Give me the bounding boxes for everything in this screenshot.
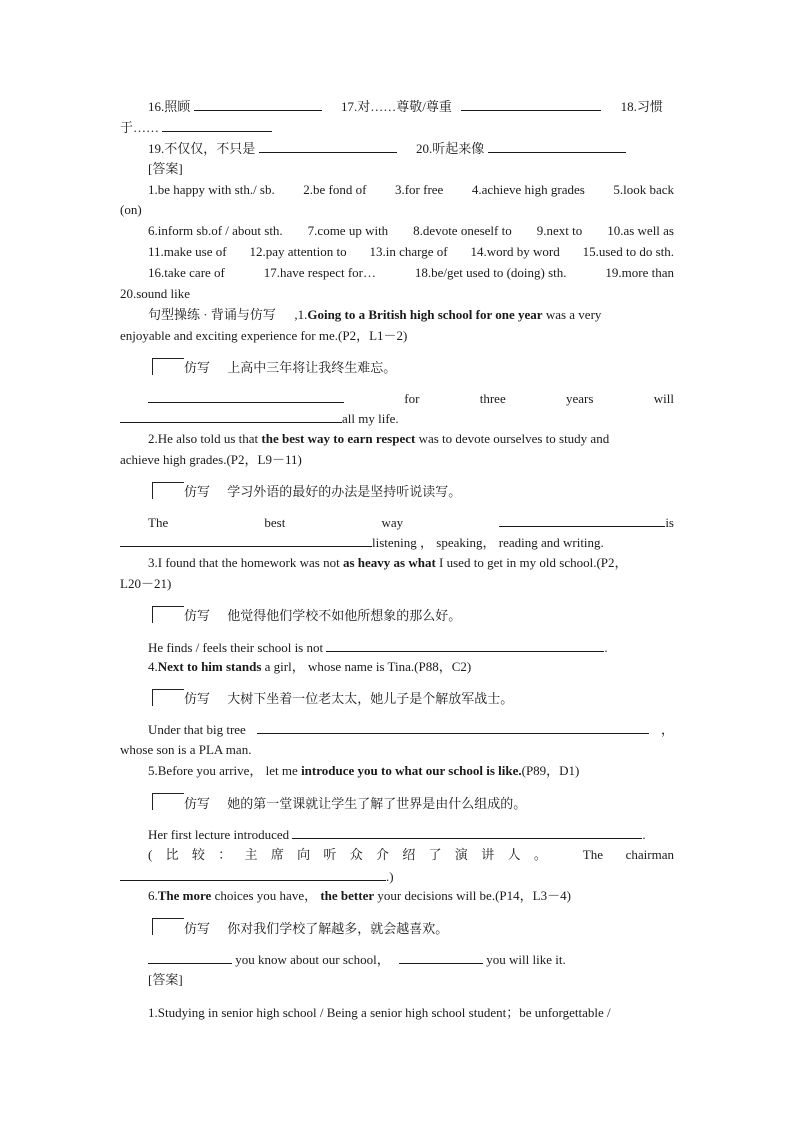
imitate-label: 仿写 (184, 484, 211, 499)
key-phrase: Going to a British high school for one year (307, 307, 543, 322)
answer-blank[interactable] (148, 389, 344, 403)
sentence-text: you will like it. (486, 952, 566, 967)
imitate-1-line-2 (120, 409, 674, 427)
key-phrase: as heavy as what (342, 555, 436, 570)
word: The (148, 515, 169, 530)
vocab-q17: 17.对……尊敬/尊重 (341, 99, 452, 114)
vocab-row-1-cont (120, 118, 674, 136)
imitate-label: 仿写 (184, 921, 211, 936)
sentence-text: 2.He also told us that (148, 431, 259, 446)
key-phrase: the best way to earn respect (261, 431, 416, 446)
imitate-chinese: 他觉得他们学校不如他所想象的那么好。 (227, 608, 462, 623)
sentence-text: your decisions will be.(P14，L3－4) (377, 888, 571, 903)
sentence-text: 5.Before you arrive， let me (148, 763, 298, 778)
answer-row-1 (148, 181, 674, 199)
word: ， (660, 722, 674, 737)
answer-blank[interactable] (194, 97, 322, 111)
imitate-label: 仿写 (184, 796, 211, 811)
sentence-4 (148, 658, 674, 676)
imitate-6-line (148, 950, 674, 968)
word: best (264, 515, 286, 530)
imitate-2-line (148, 513, 674, 531)
answer-row-4-cont: 20.sound like (120, 286, 191, 301)
answer-item: 16.take care of (148, 265, 225, 280)
answer-item: 3.for free (394, 182, 444, 197)
sentence-text: choices you have， (214, 888, 318, 903)
sentence-1-cont: enjoyable and exciting experience for me.(P2，L1－2) (120, 328, 408, 343)
sentence-text: was a very (545, 307, 602, 322)
imitate-3 (184, 607, 461, 625)
imitate-box (152, 482, 184, 499)
imitate-box (152, 918, 184, 935)
word: .) (386, 869, 394, 884)
answer-row-1-cont: (on) (120, 202, 142, 217)
vocab-q18: 18.习惯 (620, 99, 663, 114)
imitate-box (152, 793, 184, 810)
answer-blank[interactable] (292, 825, 642, 839)
imitate-1-line (148, 389, 674, 407)
answer-blank[interactable] (499, 513, 665, 527)
sentence-number: 6. (148, 888, 158, 903)
sentence-6 (148, 887, 674, 905)
answer-blank[interactable] (162, 118, 272, 132)
vocab-q20: 20.听起来像 (416, 141, 485, 156)
imitate-chinese: 上高中三年将让我终生难忘。 (227, 360, 397, 375)
sentence-2 (148, 430, 674, 448)
answer-row-2 (148, 222, 674, 240)
answer-item: 11.make use of (148, 244, 227, 259)
imitate-label: 仿写 (184, 608, 211, 623)
answer-blank[interactable] (120, 867, 386, 881)
answer-item: 2.be fond of (303, 182, 367, 197)
key-phrase: The more (157, 888, 212, 903)
sentence-text: Under that big tree (148, 722, 246, 737)
imitate-6 (184, 920, 448, 938)
sentence-5 (148, 762, 674, 780)
imitate-5-compare (148, 846, 674, 864)
compare-text: (比较：主席向听众介绍了演讲人。 (148, 847, 561, 862)
imitate-chinese: 学习外语的最好的办法是坚持听说读写。 (227, 484, 462, 499)
answer-blank[interactable] (120, 533, 372, 547)
answer-item: 4.achieve high grades (471, 182, 585, 197)
answer-blank[interactable] (259, 139, 397, 153)
imitate-4-line (148, 720, 674, 738)
word: . (604, 640, 608, 655)
sentence-number: 4. (148, 659, 158, 674)
answer-item: 19.more than (605, 265, 674, 280)
sentence-1 (148, 306, 674, 324)
answer-item: 7.come up with (307, 223, 389, 238)
imitate-2-line-2 (120, 533, 674, 551)
imitate-5 (184, 795, 526, 813)
answer-item: 18.be/get used to (doing) sth. (414, 265, 567, 280)
sentence-text: I used to get in my old school.(P2， (439, 555, 628, 570)
word: is (665, 515, 674, 530)
word: for (404, 391, 420, 406)
answer-item: 9.next to (536, 223, 583, 238)
answer-blank[interactable] (148, 950, 232, 964)
imitate-4-line-2: whose son is a PLA man. (120, 742, 252, 757)
answer-item: 13.in charge of (369, 244, 448, 259)
answer-blank[interactable] (120, 409, 342, 423)
key-phrase: introduce you to what our school is like. (301, 763, 522, 778)
answer-row-4 (148, 264, 674, 282)
answer-item: 8.devote oneself to (413, 223, 512, 238)
imitate-5-line (148, 825, 674, 843)
answer-item: 17.have respect for… (263, 265, 376, 280)
answer-item: 1.be happy with sth./ sb. (148, 182, 275, 197)
sentence-number: ,1. (294, 307, 308, 322)
imitate-box (152, 689, 184, 706)
answer-row-3 (148, 243, 674, 261)
answer-blank[interactable] (326, 638, 604, 652)
word: will (653, 391, 674, 406)
answer-blank[interactable] (399, 950, 483, 964)
imitate-label: 仿写 (184, 360, 211, 375)
word: The (582, 847, 603, 862)
key-phrase: Next to him stands (157, 659, 262, 674)
answer-blank[interactable] (461, 97, 601, 111)
final-answer: 1.Studying in senior high school / Being a senior high school student；be unforgettable / (148, 1005, 611, 1020)
section-title: 句型操练 · 背诵与仿写 (148, 307, 276, 322)
imitate-2 (184, 483, 461, 501)
word: years (566, 391, 594, 406)
sentence-text: He finds / feels their school is not (148, 640, 324, 655)
imitate-box (152, 358, 184, 375)
word: . (642, 827, 646, 842)
sentence-text: a girl， whose name is Tina.(P88，C2) (264, 659, 472, 674)
imitate-3-line (148, 638, 674, 656)
sentence-3 (148, 554, 674, 572)
imitate-chinese: 你对我们学校了解越多，就会越喜欢。 (227, 921, 449, 936)
imitate-4 (184, 690, 513, 708)
vocab-q19: 19.不仅仅，不只是 (148, 141, 256, 156)
imitate-chinese: 她的第一堂课就让学生了解了世界是由什么组成的。 (227, 796, 527, 811)
vocab-q16: 16.照顾 (148, 99, 191, 114)
sentence-text: was to devote ourselves to study and (418, 431, 610, 446)
imitate-label: 仿写 (184, 691, 211, 706)
answer-blank[interactable] (488, 139, 626, 153)
key-phrase: the better (320, 888, 375, 903)
answer-item: 14.word by word (470, 244, 560, 259)
sentence-text: Her first lecture introduced (148, 827, 290, 842)
answer-item: 5.look back (613, 182, 674, 197)
answer-item: 15.used to do sth. (582, 244, 674, 259)
answer-item: 6.inform sb.of / about sth. (148, 223, 283, 238)
answer-label: [答案] (148, 161, 183, 176)
imitate-5-compare-2 (120, 867, 674, 885)
vocab-q18-cont: 于…… (120, 120, 160, 135)
vocab-row-1 (148, 97, 674, 115)
word: listening ， speaking， reading and writing. (372, 535, 604, 550)
sentence-2-cont: achieve high grades.(P2，L9－11) (120, 452, 302, 467)
answer-item: 12.pay attention to (249, 244, 347, 259)
vocab-row-2 (148, 139, 674, 157)
sentence-text: (P89，D1) (521, 763, 580, 778)
sentence-text: 3.I found that the homework was not (148, 555, 340, 570)
word: all my life. (342, 411, 399, 426)
answer-item: 10.as well as (607, 223, 674, 238)
word: three (479, 391, 506, 406)
sentence-text: you know about our school， (235, 952, 390, 967)
imitate-chinese: 大树下坐着一位老太太，她儿子是个解放军战士。 (227, 691, 514, 706)
imitate-1 (184, 359, 396, 377)
word: chairman (625, 847, 674, 862)
sentence-3-cont: L20－21) (120, 576, 172, 591)
answer-label: [答案] (148, 972, 183, 987)
word: way (381, 515, 404, 530)
imitate-box (152, 606, 184, 623)
answer-blank[interactable] (257, 720, 649, 734)
